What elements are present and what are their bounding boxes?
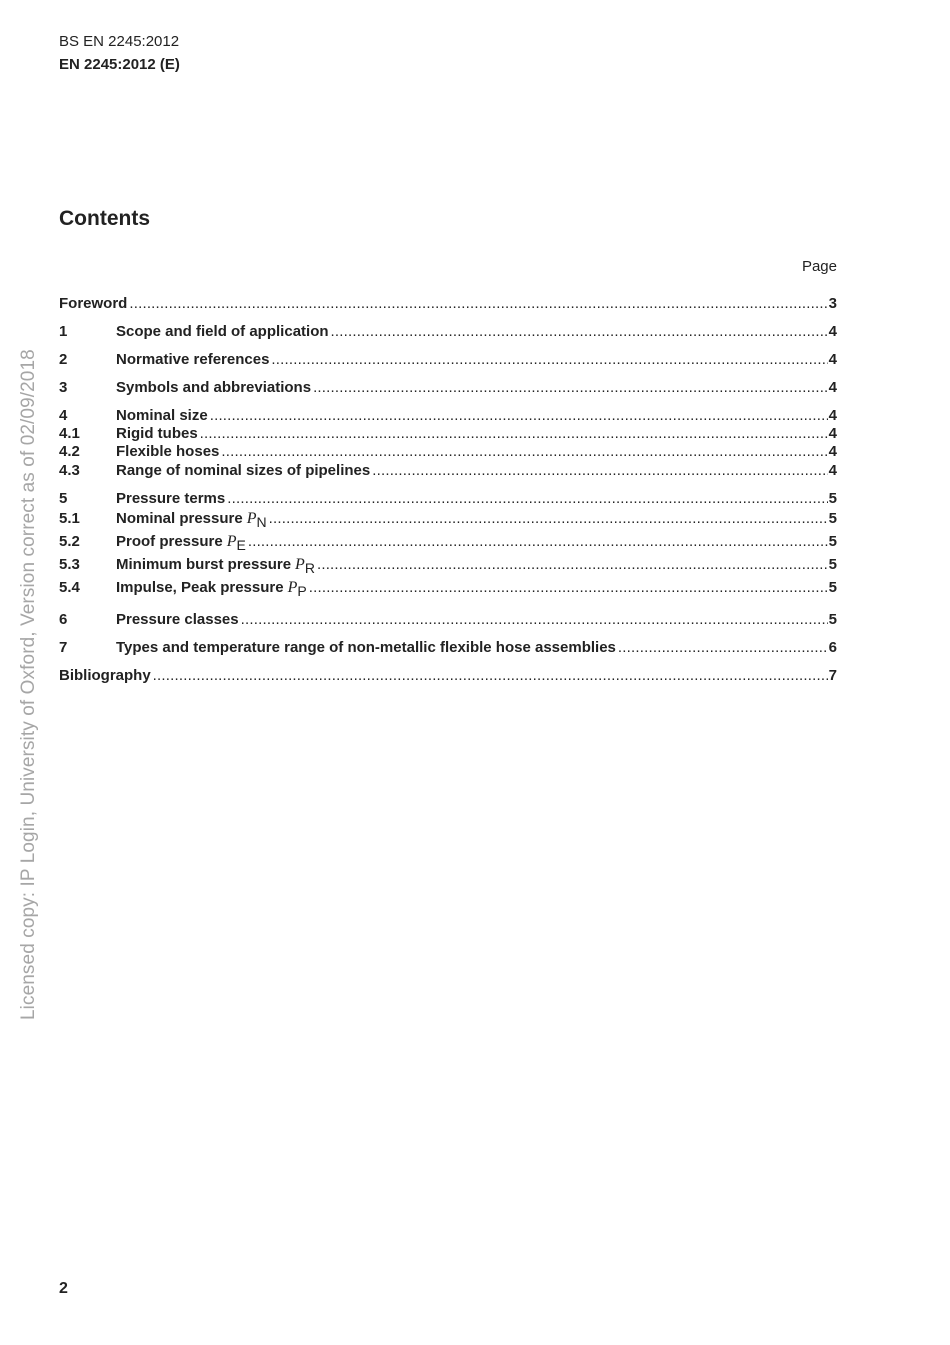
toc-entry-label: [116, 555, 315, 574]
toc-entry-label: [116, 509, 267, 528]
pressure-symbol: P: [295, 556, 305, 573]
toc-entry-label: Pressure classes: [116, 611, 239, 628]
pressure-symbol: P: [226, 533, 237, 550]
toc-entry-impulse-peak-pressure[interactable]: [59, 578, 837, 597]
dot-leader: [241, 611, 828, 629]
dot-leader: [309, 579, 828, 597]
toc-entry-label: Pressure terms: [116, 490, 226, 507]
toc-entry-nominal-size[interactable]: [59, 407, 837, 425]
dot-leader: [317, 556, 828, 574]
dot-leader: [331, 323, 828, 341]
toc-entry-label: Rigid tubes: [116, 425, 198, 442]
page-number: 2: [59, 1280, 68, 1297]
toc-entry-minimum-burst-pressure[interactable]: [59, 555, 837, 574]
pressure-subscript: N: [256, 514, 267, 530]
dot-leader: [271, 351, 827, 369]
toc-entry-label-text: Proof pressure: [116, 533, 223, 550]
toc-entry-scope[interactable]: [59, 323, 837, 341]
toc-entry-number: 5.1: [59, 510, 80, 527]
document-id-language: EN 2245:2012 (E): [59, 56, 180, 73]
toc-entry-bibliography[interactable]: [59, 667, 837, 685]
pressure-subscript: P: [297, 583, 307, 599]
toc-entry-number: 4.1: [59, 425, 80, 442]
dot-leader: [210, 407, 828, 425]
toc-entry-page: 4: [828, 323, 837, 340]
toc-entry-label: [116, 532, 246, 551]
toc-entry-page: 5: [828, 556, 837, 573]
dot-leader: [153, 667, 828, 685]
toc-entry-range-nominal-sizes[interactable]: [59, 462, 837, 480]
toc-entry-number: 5.4: [59, 579, 80, 596]
toc-entry-label: Flexible hoses: [116, 443, 220, 460]
toc-entry-label: [116, 578, 307, 597]
toc-entry-label-text: Nominal pressure: [116, 510, 243, 527]
toc-entry-number: 3: [59, 379, 68, 396]
toc-entry-pressure-terms[interactable]: [59, 490, 837, 508]
toc-entry-pressure-classes[interactable]: [59, 611, 837, 629]
toc-entry-number: 4: [59, 407, 68, 424]
toc-entry-page: 4: [828, 443, 837, 460]
toc-entry-label: Types and temperature range of non-metallic flexible hose assemblies: [116, 639, 616, 656]
toc-entry-number: 4.2: [59, 443, 80, 460]
toc-entry-page: 4: [828, 407, 837, 424]
pressure-symbol: P: [246, 510, 257, 527]
toc-entry-normative-references[interactable]: [59, 351, 837, 369]
dot-leader: [200, 425, 828, 443]
toc-entry-page: 5: [828, 579, 837, 596]
toc-entry-label: Range of nominal sizes of pipelines: [116, 462, 371, 479]
dot-leader: [227, 490, 827, 508]
dot-leader: [129, 295, 827, 313]
pressure-subscript: R: [304, 560, 315, 576]
toc-entry-types-temperature-range[interactable]: [59, 639, 837, 657]
document-id: BS EN 2245:2012: [59, 33, 180, 50]
dot-leader: [618, 639, 828, 657]
toc-entry-number: 2: [59, 351, 68, 368]
toc-entry-page: 4: [828, 351, 837, 368]
pressure-subscript: E: [236, 537, 246, 553]
toc-entry-label: Bibliography: [59, 667, 151, 684]
toc-entry-label: Foreword: [59, 295, 128, 312]
toc-entry-page: 4: [828, 425, 837, 442]
dot-leader: [269, 510, 828, 528]
license-watermark: Licensed copy: IP Login, University of Oxford, Version correct as of 02/09/2018: [18, 349, 39, 1020]
page-title: Contents: [59, 207, 150, 230]
toc-entry-number: 4.3: [59, 462, 80, 479]
toc-entry-symbols[interactable]: [59, 379, 837, 397]
toc-entry-number: 5.3: [59, 556, 80, 573]
toc-entry-page: 5: [828, 611, 837, 628]
toc-entry-label-text: Minimum burst pressure: [116, 556, 292, 573]
toc-entry-page: 6: [828, 639, 837, 656]
toc-entry-page: 4: [828, 462, 837, 479]
page-column-label: Page: [801, 258, 837, 275]
toc-entry-label-text: Impulse, Peak pressure: [116, 579, 284, 596]
toc-entry-number: 6: [59, 611, 68, 628]
toc-entry-label: Normative references: [116, 351, 270, 368]
toc-entry-foreword[interactable]: [59, 295, 837, 313]
toc-entry-number: 5.2: [59, 533, 80, 550]
toc-entry-nominal-pressure[interactable]: [59, 509, 837, 528]
toc-entry-page: 5: [828, 533, 837, 550]
toc-entry-proof-pressure[interactable]: [59, 532, 837, 551]
dot-leader: [221, 443, 827, 461]
toc-entry-number: 1: [59, 323, 68, 340]
toc-entry-label: Nominal size: [116, 407, 208, 424]
toc-entry-flexible-hoses[interactable]: [59, 443, 837, 461]
toc-entry-page: 5: [828, 510, 837, 527]
toc-entry-label: Symbols and abbreviations: [116, 379, 312, 396]
toc-entry-label: Scope and field of application: [116, 323, 329, 340]
toc-entry-page: 5: [828, 490, 837, 507]
toc-entry-rigid-tubes[interactable]: [59, 425, 837, 443]
dot-leader: [313, 379, 828, 397]
toc-entry-number: 7: [59, 639, 68, 656]
dot-leader: [372, 462, 827, 480]
toc-entry-page: 3: [828, 295, 837, 312]
toc-entry-page: 4: [828, 379, 837, 396]
toc-entry-page: 7: [828, 667, 837, 684]
pressure-symbol: P: [287, 579, 298, 596]
dot-leader: [248, 533, 828, 551]
toc-entry-number: 5: [59, 490, 68, 507]
